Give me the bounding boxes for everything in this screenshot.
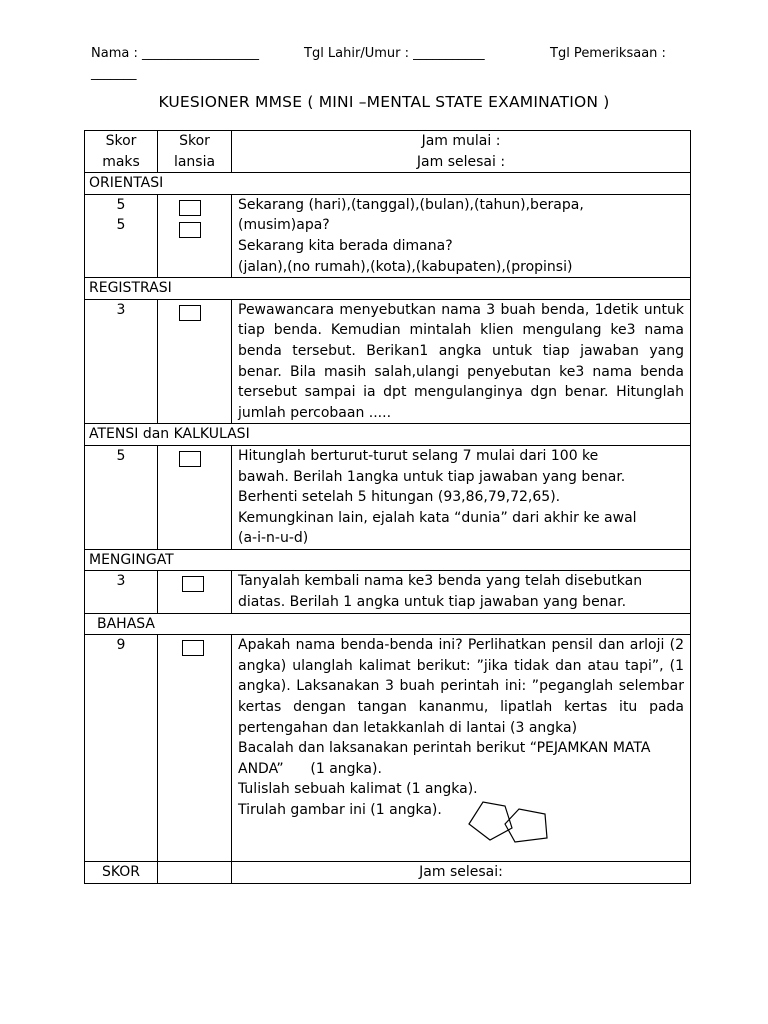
- document-title: KUESIONER MMSE ( MINI –MENTAL STATE EXAMINATION ): [158, 93, 610, 111]
- max-score: 3: [85, 571, 158, 613]
- section-registrasi: [85, 278, 691, 300]
- header-skor-lansia: [158, 131, 232, 173]
- question-line: Kemungkinan lain, ejalah kata “dunia” dari akhir ke awal: [238, 509, 637, 526]
- question-line: Berhenti setelah 5 hitungan (93,86,79,72,65).: [238, 489, 561, 506]
- footer-row: [85, 862, 691, 884]
- row-bahasa: [85, 635, 691, 862]
- header-skor-maks: [85, 131, 158, 173]
- jam-selesai-label: Jam selesai :: [416, 153, 506, 170]
- score-boxes: [158, 194, 232, 277]
- question-paragraph: Apakah nama benda-benda ini? Perlihatkan pensil dan arloji (2 angka) ulanglah kalimat berikut: ”jika tidak dan atau tapi”, (1 angka). Laksanakan 3 buah perintah ini: ”peganglah selembar kertas dengan tangan kananmu, lipatlah kertas itu pada pertengahan dan letakkanlah di lantai (3 angka): [238, 637, 684, 736]
- header-text: Skor: [105, 133, 137, 149]
- row-registrasi: [85, 299, 691, 424]
- tgl-lahir-field[interactable]: Tgl Lahir/Umur : ___________: [304, 46, 485, 61]
- question-line: Hitunglah berturut-turut selang 7 mulai dari 100 ke: [238, 447, 599, 464]
- tgl-pemeriksaan-field[interactable]: _______: [91, 66, 137, 81]
- question-line: Sekarang (hari),(tanggal),(bulan),(tahun),berapa,: [238, 196, 584, 213]
- section-mengingat: [85, 549, 691, 571]
- question-text: Pewawancara menyebutkan nama 3 buah benda, 1detik untuk tiap benda. Kemudian mintalah klien mengulang ke3 nama benda tersebut. Berikan1 angka untuk tiap jawaban yang benar. Bila masih salah,ulangi penyebutan ke3 nama benda tersebut sampai ia dpt mengulanginya dgn benar. Hitunglah jumlah percobaan .....: [232, 299, 691, 424]
- score-checkbox[interactable]: [179, 222, 201, 238]
- question-line: diatas. Berilah 1 angka untuk tiap jawaban yang benar.: [238, 594, 627, 611]
- question-text: [232, 445, 691, 549]
- question-text: [232, 571, 691, 613]
- question-line: Sekarang kita berada dimana?: [238, 237, 453, 254]
- question-text: [232, 194, 691, 277]
- max-score: 9: [85, 635, 158, 862]
- question-text: [232, 635, 691, 862]
- score-boxes: [158, 445, 232, 549]
- question-line: bawah. Berilah 1angka untuk tiap jawaban yang benar.: [238, 468, 626, 485]
- score-boxes: [158, 635, 232, 862]
- score-boxes: [158, 299, 232, 424]
- row-mengingat: [85, 571, 691, 613]
- score-checkbox[interactable]: [182, 640, 204, 656]
- header-jam: [232, 131, 691, 173]
- question-line: (musim)apa?: [238, 217, 330, 234]
- header-text: maks: [102, 153, 140, 170]
- mmse-table: [84, 130, 691, 884]
- section-label: REGISTRASI: [85, 278, 691, 300]
- max-score-value: 5: [116, 196, 126, 213]
- skor-total-cell[interactable]: [158, 862, 232, 884]
- question-paragraph: Bacalah dan laksanakan perintah berikut “PEJAMKAN MATA ANDA” (1 angka).: [238, 740, 655, 777]
- section-bahasa: [85, 613, 691, 635]
- max-score: [85, 194, 158, 277]
- section-label: ORIENTASI: [85, 173, 691, 195]
- table-header-row: [85, 131, 691, 173]
- max-score: 5: [85, 445, 158, 549]
- pentagon-shape: [469, 802, 512, 840]
- section-atensi: [85, 424, 691, 446]
- max-score-value: 5: [116, 217, 126, 234]
- header-text: lansia: [173, 153, 216, 170]
- row-orientasi: [85, 194, 691, 277]
- pentagons-figure: [465, 800, 555, 845]
- section-label: ATENSI dan KALKULASI: [85, 424, 691, 446]
- skor-label: SKOR: [85, 862, 158, 884]
- max-score: 3: [85, 299, 158, 424]
- section-label: MENGINGAT: [85, 549, 691, 571]
- row-atensi: [85, 445, 691, 549]
- section-label: BAHASA: [85, 613, 691, 635]
- jam-selesai-footer: Jam selesai:: [232, 862, 691, 884]
- jam-mulai-label: Jam mulai :: [421, 133, 501, 149]
- question-line: Tanyalah kembali nama ke3 benda yang telah disebutkan: [238, 573, 643, 590]
- score-checkbox[interactable]: [179, 451, 201, 467]
- score-checkbox[interactable]: [179, 305, 201, 321]
- question-paragraph: Tulislah sebuah kalimat (1 angka).: [238, 781, 478, 798]
- question-line: (a-i-n-u-d): [238, 530, 309, 547]
- question-line: (jalan),(no rumah),(kota),(kabupaten),(propinsi): [238, 258, 573, 275]
- question-paragraph: Tirulah gambar ini (1 angka).: [238, 802, 442, 818]
- score-boxes: [158, 571, 232, 613]
- section-orientasi: [85, 173, 691, 195]
- nama-field[interactable]: Nama : __________________: [91, 46, 259, 61]
- header-text: Skor: [179, 133, 210, 149]
- score-checkbox[interactable]: [182, 576, 204, 592]
- score-checkbox[interactable]: [179, 200, 201, 216]
- tgl-pemeriksaan-label: Tgl Pemeriksaan :: [550, 46, 666, 61]
